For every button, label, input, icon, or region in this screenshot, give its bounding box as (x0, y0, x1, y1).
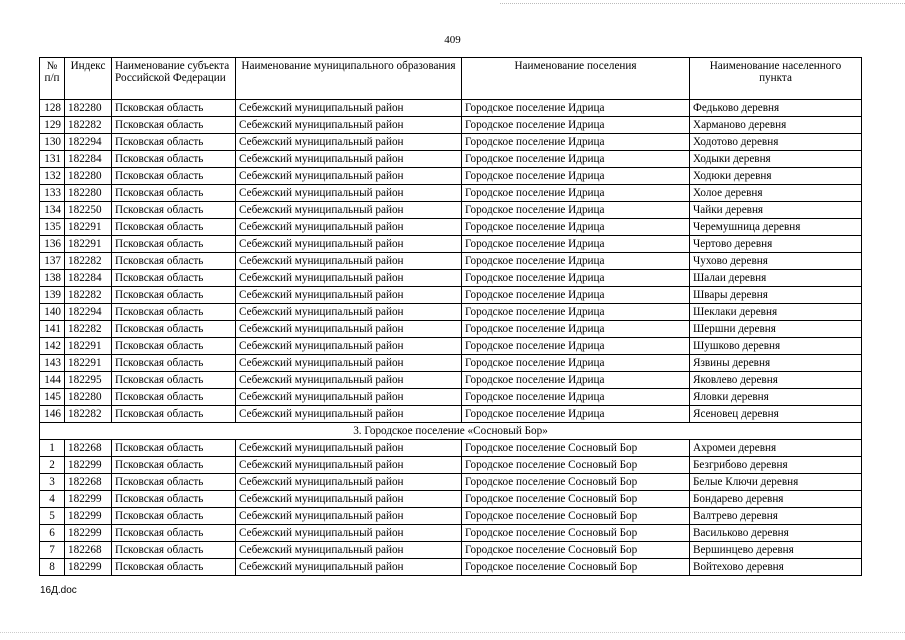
cell-index: 182280 (65, 168, 112, 185)
cell-locality: Чертово деревня (690, 236, 862, 253)
cell-subject: Псковская область (112, 219, 236, 236)
cell-settlement: Городское поселение Сосновый Бор (462, 525, 690, 542)
cell-locality: Безгрибово деревня (690, 457, 862, 474)
cell-settlement: Городское поселение Идрица (462, 100, 690, 117)
cell-municipality: Себежский муниципальный район (236, 236, 462, 253)
cell-municipality: Себежский муниципальный район (236, 491, 462, 508)
cell-municipality: Себежский муниципальный район (236, 134, 462, 151)
cell-number: 129 (40, 117, 65, 134)
cell-subject: Псковская область (112, 270, 236, 287)
table-row (40, 185, 862, 202)
table-row (40, 100, 862, 117)
table-row (40, 287, 862, 304)
cell-municipality: Себежский муниципальный район (236, 100, 462, 117)
cell-municipality: Себежский муниципальный район (236, 389, 462, 406)
cell-index: 182280 (65, 185, 112, 202)
cell-locality: Белые Ключи деревня (690, 474, 862, 491)
cell-number: 128 (40, 100, 65, 117)
cell-locality: Черемушница деревня (690, 219, 862, 236)
cell-index: 182280 (65, 100, 112, 117)
cell-number: 5 (40, 508, 65, 525)
cell-municipality: Себежский муниципальный район (236, 321, 462, 338)
cell-locality: Ясеновец деревня (690, 406, 862, 423)
cell-number: 132 (40, 168, 65, 185)
cell-locality: Язвины деревня (690, 355, 862, 372)
cell-number: 7 (40, 542, 65, 559)
cell-number: 145 (40, 389, 65, 406)
cell-index: 182291 (65, 355, 112, 372)
cell-settlement: Городское поселение Идрица (462, 321, 690, 338)
cell-subject: Псковская область (112, 168, 236, 185)
cell-index: 182291 (65, 236, 112, 253)
cell-index: 182299 (65, 508, 112, 525)
cell-settlement: Городское поселение Идрица (462, 117, 690, 134)
table-row (40, 202, 862, 219)
header-index: Индекс (65, 58, 112, 100)
header-locality: Наименование населенного пункта (690, 58, 862, 100)
header-settlement: Наименование поселения (462, 58, 690, 100)
cell-subject: Псковская область (112, 491, 236, 508)
cell-index: 182282 (65, 287, 112, 304)
cell-subject: Псковская область (112, 457, 236, 474)
cell-index: 182295 (65, 372, 112, 389)
cell-number: 141 (40, 321, 65, 338)
section-title: 3. Городское поселение «Сосновый Бор» (40, 423, 862, 440)
cell-subject: Псковская область (112, 321, 236, 338)
table-row (40, 338, 862, 355)
cell-municipality: Себежский муниципальный район (236, 270, 462, 287)
cell-number: 140 (40, 304, 65, 321)
cell-index: 182294 (65, 134, 112, 151)
cell-settlement: Городское поселение Идрица (462, 202, 690, 219)
section-heading-row (40, 423, 862, 440)
table-row (40, 134, 862, 151)
cell-locality: Харманово деревня (690, 117, 862, 134)
table-row (40, 168, 862, 185)
section-row-group (40, 423, 862, 440)
cell-locality: Войтехово деревня (690, 559, 862, 576)
cell-locality: Чайки деревня (690, 202, 862, 219)
cell-municipality: Себежский муниципальный район (236, 253, 462, 270)
cell-locality: Валтрево деревня (690, 508, 862, 525)
table-row (40, 406, 862, 423)
cell-index: 182282 (65, 406, 112, 423)
cell-municipality: Себежский муниципальный район (236, 474, 462, 491)
table-row (40, 355, 862, 372)
cell-number: 138 (40, 270, 65, 287)
cell-locality: Вершинцево деревня (690, 542, 862, 559)
table-row (40, 542, 862, 559)
cell-settlement: Городское поселение Идрица (462, 236, 690, 253)
cell-municipality: Себежский муниципальный район (236, 525, 462, 542)
cell-settlement: Городское поселение Сосновый Бор (462, 474, 690, 491)
cell-settlement: Городское поселение Сосновый Бор (462, 542, 690, 559)
header-subject: Наименование субъекта Российской Федерации (112, 58, 236, 100)
cell-index: 182268 (65, 440, 112, 457)
cell-municipality: Себежский муниципальный район (236, 355, 462, 372)
table-row (40, 151, 862, 168)
cell-settlement: Городское поселение Идрица (462, 151, 690, 168)
cell-index: 182250 (65, 202, 112, 219)
cell-locality: Федьково деревня (690, 100, 862, 117)
cell-index: 182291 (65, 219, 112, 236)
cell-number: 134 (40, 202, 65, 219)
cell-subject: Псковская область (112, 236, 236, 253)
cell-index: 182268 (65, 474, 112, 491)
cell-settlement: Городское поселение Сосновый Бор (462, 457, 690, 474)
table-row (40, 440, 862, 457)
cell-subject: Псковская область (112, 134, 236, 151)
cell-subject: Псковская область (112, 389, 236, 406)
cell-municipality: Себежский муниципальный район (236, 219, 462, 236)
cell-locality: Ходотово деревня (690, 134, 862, 151)
cell-settlement: Городское поселение Идрица (462, 270, 690, 287)
cell-index: 182291 (65, 338, 112, 355)
cell-subject: Псковская область (112, 508, 236, 525)
cell-index: 182299 (65, 491, 112, 508)
cell-number: 137 (40, 253, 65, 270)
table-body-idritsa (40, 100, 862, 423)
cell-number: 139 (40, 287, 65, 304)
header-municipality: Наименование муниципального образования (236, 58, 462, 100)
cell-number: 146 (40, 406, 65, 423)
cell-number: 133 (40, 185, 65, 202)
cell-subject: Псковская область (112, 202, 236, 219)
cell-subject: Псковская область (112, 100, 236, 117)
cell-locality: Бондарево деревня (690, 491, 862, 508)
table-row (40, 559, 862, 576)
cell-municipality: Себежский муниципальный район (236, 338, 462, 355)
cell-locality: Васильково деревня (690, 525, 862, 542)
cell-settlement: Городское поселение Идрица (462, 372, 690, 389)
cell-subject: Псковская область (112, 406, 236, 423)
cell-number: 136 (40, 236, 65, 253)
cell-settlement: Городское поселение Идрица (462, 168, 690, 185)
cell-locality: Швары деревня (690, 287, 862, 304)
table-row (40, 474, 862, 491)
cell-municipality: Себежский муниципальный район (236, 372, 462, 389)
cell-locality: Чухово деревня (690, 253, 862, 270)
cell-municipality: Себежский муниципальный район (236, 508, 462, 525)
cell-subject: Псковская область (112, 304, 236, 321)
cell-locality: Яковлево деревня (690, 372, 862, 389)
cell-subject: Псковская область (112, 338, 236, 355)
cell-index: 182282 (65, 253, 112, 270)
cell-settlement: Городское поселение Идрица (462, 304, 690, 321)
scan-artifact-bottom (0, 632, 905, 634)
cell-number: 1 (40, 440, 65, 457)
cell-index: 182282 (65, 117, 112, 134)
cell-index: 182299 (65, 525, 112, 542)
cell-number: 135 (40, 219, 65, 236)
cell-index: 182284 (65, 270, 112, 287)
cell-locality: Шалаи деревня (690, 270, 862, 287)
table-row (40, 525, 862, 542)
cell-subject: Псковская область (112, 355, 236, 372)
cell-settlement: Городское поселение Идрица (462, 389, 690, 406)
cell-municipality: Себежский муниципальный район (236, 542, 462, 559)
cell-number: 8 (40, 559, 65, 576)
header-number: № п/п (40, 58, 65, 100)
table-row (40, 491, 862, 508)
cell-settlement: Городское поселение Сосновый Бор (462, 440, 690, 457)
cell-municipality: Себежский муниципальный район (236, 202, 462, 219)
table-row (40, 508, 862, 525)
cell-subject: Псковская область (112, 559, 236, 576)
cell-subject: Псковская область (112, 474, 236, 491)
cell-subject: Псковская область (112, 151, 236, 168)
cell-settlement: Городское поселение Идрица (462, 134, 690, 151)
cell-index: 182299 (65, 559, 112, 576)
cell-number: 2 (40, 457, 65, 474)
cell-municipality: Себежский муниципальный район (236, 559, 462, 576)
cell-settlement: Городское поселение Сосновый Бор (462, 559, 690, 576)
cell-municipality: Себежский муниципальный район (236, 151, 462, 168)
table-row (40, 236, 862, 253)
table-row (40, 389, 862, 406)
cell-number: 4 (40, 491, 65, 508)
cell-index: 182280 (65, 389, 112, 406)
settlements-table (39, 57, 862, 576)
cell-number: 143 (40, 355, 65, 372)
cell-subject: Псковская область (112, 542, 236, 559)
cell-index: 182284 (65, 151, 112, 168)
file-name-footer: 16Д.doc (40, 585, 77, 596)
cell-subject: Псковская область (112, 525, 236, 542)
table-row (40, 253, 862, 270)
cell-index: 182294 (65, 304, 112, 321)
cell-subject: Псковская область (112, 372, 236, 389)
cell-municipality: Себежский муниципальный район (236, 406, 462, 423)
page-number: 409 (444, 34, 461, 46)
table-row (40, 304, 862, 321)
cell-settlement: Городское поселение Идрица (462, 338, 690, 355)
cell-number: 131 (40, 151, 65, 168)
cell-subject: Псковская область (112, 440, 236, 457)
scan-artifact-top (500, 3, 905, 5)
table-header-row (40, 58, 862, 100)
cell-number: 144 (40, 372, 65, 389)
cell-settlement: Городское поселение Идрица (462, 355, 690, 372)
cell-subject: Псковская область (112, 117, 236, 134)
cell-subject: Псковская область (112, 287, 236, 304)
cell-locality: Ахромеи деревня (690, 440, 862, 457)
cell-settlement: Городское поселение Сосновый Бор (462, 491, 690, 508)
table-row (40, 457, 862, 474)
cell-locality: Яловки деревня (690, 389, 862, 406)
cell-municipality: Себежский муниципальный район (236, 117, 462, 134)
cell-subject: Псковская область (112, 253, 236, 270)
cell-municipality: Себежский муниципальный район (236, 287, 462, 304)
cell-municipality: Себежский муниципальный район (236, 440, 462, 457)
cell-locality: Ходыки деревня (690, 151, 862, 168)
table-row (40, 321, 862, 338)
cell-number: 3 (40, 474, 65, 491)
cell-locality: Шершни деревня (690, 321, 862, 338)
cell-settlement: Городское поселение Идрица (462, 406, 690, 423)
cell-locality: Шушково деревня (690, 338, 862, 355)
cell-settlement: Городское поселение Идрица (462, 287, 690, 304)
cell-number: 142 (40, 338, 65, 355)
cell-municipality: Себежский муниципальный район (236, 185, 462, 202)
cell-subject: Псковская область (112, 185, 236, 202)
cell-settlement: Городское поселение Идрица (462, 219, 690, 236)
cell-settlement: Городское поселение Идрица (462, 253, 690, 270)
table-row (40, 117, 862, 134)
cell-locality: Ходюки деревня (690, 168, 862, 185)
table-row (40, 372, 862, 389)
cell-index: 182282 (65, 321, 112, 338)
cell-settlement: Городское поселение Сосновый Бор (462, 508, 690, 525)
cell-locality: Холое деревня (690, 185, 862, 202)
table-body-sosnovy-bor (40, 440, 862, 576)
table-row (40, 270, 862, 287)
cell-municipality: Себежский муниципальный район (236, 304, 462, 321)
cell-number: 6 (40, 525, 65, 542)
cell-municipality: Себежский муниципальный район (236, 168, 462, 185)
cell-index: 182268 (65, 542, 112, 559)
cell-locality: Шеклаки деревня (690, 304, 862, 321)
cell-settlement: Городское поселение Идрица (462, 185, 690, 202)
cell-number: 130 (40, 134, 65, 151)
cell-municipality: Себежский муниципальный район (236, 457, 462, 474)
table-row (40, 219, 862, 236)
cell-index: 182299 (65, 457, 112, 474)
